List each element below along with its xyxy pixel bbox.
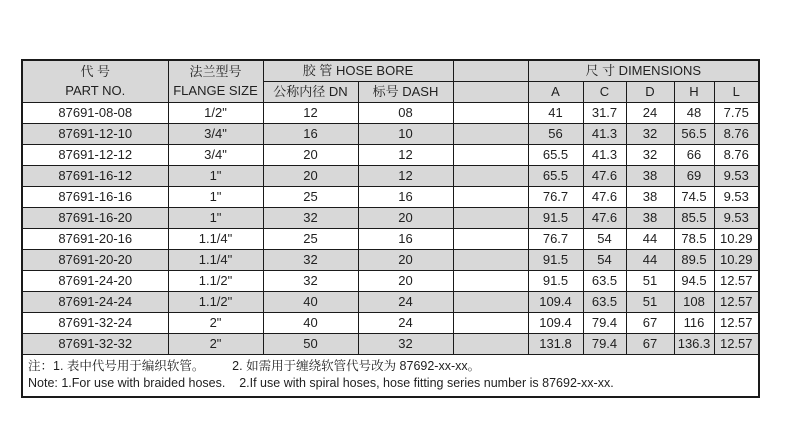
- dim-d-cell: 32: [626, 124, 674, 145]
- dim-d-cell: 67: [626, 334, 674, 355]
- dash-cell: 20: [358, 208, 453, 229]
- dash-cell: 20: [358, 271, 453, 292]
- spacer-cell: [453, 292, 528, 313]
- dim-d-cell: 51: [626, 271, 674, 292]
- dn-cell: 25: [263, 187, 358, 208]
- part-no-cell: 87691-32-24: [22, 313, 168, 334]
- dn-cell: 32: [263, 208, 358, 229]
- dim-c-cell: 79.4: [583, 313, 626, 334]
- dim-h-cell: 85.5: [674, 208, 714, 229]
- spacer-cell: [453, 103, 528, 124]
- flange-size-header-en: FLANGE SIZE: [173, 82, 258, 98]
- part-no-cell: 87691-20-16: [22, 229, 168, 250]
- flange-size-cell: 1.1/4": [168, 250, 263, 271]
- dim-h-cell: 74.5: [674, 187, 714, 208]
- dash-cell: 24: [358, 292, 453, 313]
- dim-l-cell: 12.57: [714, 292, 759, 313]
- dim-l-cell: 9.53: [714, 187, 759, 208]
- dash-cell: 10: [358, 124, 453, 145]
- note-line-en: Note: 1.For use with braided hoses. 2.If use with spiral hoses, hose fitting series number is 87692-xx-xx.: [28, 375, 614, 390]
- part-no-header-zh: 代 号: [80, 63, 111, 79]
- dim-l-header: L: [714, 82, 759, 103]
- part-no-cell: 87691-16-16: [22, 187, 168, 208]
- dim-a-cell: 109.4: [528, 292, 583, 313]
- dim-l-cell: 10.29: [714, 250, 759, 271]
- spacer-cell: [453, 187, 528, 208]
- flange-size-cell: 3/4": [168, 124, 263, 145]
- dash-cell: 16: [358, 229, 453, 250]
- part-no-cell: 87691-16-20: [22, 208, 168, 229]
- dash-cell: 12: [358, 145, 453, 166]
- dim-d-header: D: [626, 82, 674, 103]
- dn-cell: 20: [263, 166, 358, 187]
- dn-cell: 32: [263, 271, 358, 292]
- spacer-cell: [453, 271, 528, 292]
- hose-bore-header: 胶 管 HOSE BORE: [263, 60, 453, 82]
- dim-c-cell: 54: [583, 250, 626, 271]
- dim-c-cell: 63.5: [583, 292, 626, 313]
- dim-h-cell: 108: [674, 292, 714, 313]
- spacer-cell: [453, 166, 528, 187]
- dim-a-cell: 91.5: [528, 250, 583, 271]
- dim-c-cell: 31.7: [583, 103, 626, 124]
- dn-header: 公称内径 DN: [263, 82, 358, 103]
- dim-c-cell: 47.6: [583, 208, 626, 229]
- spacer-cell: [453, 334, 528, 355]
- flange-size-cell: 1.1/2": [168, 271, 263, 292]
- part-no-header-en: PART NO.: [65, 82, 126, 98]
- table-row: [22, 292, 759, 313]
- dim-c-header: C: [583, 82, 626, 103]
- dim-a-cell: 65.5: [528, 166, 583, 187]
- table-row: [22, 166, 759, 187]
- spacer-cell: [453, 313, 528, 334]
- dim-a-cell: 91.5: [528, 208, 583, 229]
- dim-l-cell: 9.53: [714, 208, 759, 229]
- dim-a-header: A: [528, 82, 583, 103]
- part-no-cell: 87691-24-24: [22, 292, 168, 313]
- dim-h-cell: 56.5: [674, 124, 714, 145]
- dn-cell: 20: [263, 145, 358, 166]
- dim-c-cell: 63.5: [583, 271, 626, 292]
- note-line-zh: 注：1. 表中代号用于编织软管。 2. 如需用于缠绕软管代号改为 87692-xx-xx。: [28, 359, 481, 373]
- part-no-cell: 87691-16-12: [22, 166, 168, 187]
- table-row: [22, 145, 759, 166]
- spacer-header: [453, 60, 528, 82]
- dn-cell: 50: [263, 334, 358, 355]
- dim-l-cell: 9.53: [714, 166, 759, 187]
- dim-l-cell: 12.57: [714, 271, 759, 292]
- flange-size-cell: 3/4": [168, 145, 263, 166]
- dim-h-cell: 136.3: [674, 334, 714, 355]
- spacer-cell: [453, 229, 528, 250]
- dash-cell: 32: [358, 334, 453, 355]
- dim-h-header: H: [674, 82, 714, 103]
- dash-cell: 08: [358, 103, 453, 124]
- dim-d-cell: 38: [626, 187, 674, 208]
- dim-a-cell: 91.5: [528, 271, 583, 292]
- dim-c-cell: 79.4: [583, 334, 626, 355]
- dim-h-cell: 66: [674, 145, 714, 166]
- part-no-cell: 87691-08-08: [22, 103, 168, 124]
- dim-d-cell: 24: [626, 103, 674, 124]
- flange-size-header: [168, 60, 263, 103]
- dn-cell: 32: [263, 250, 358, 271]
- spacer-cell: [453, 208, 528, 229]
- header-row-1: [22, 60, 759, 82]
- table-row: [22, 208, 759, 229]
- dim-a-cell: 56: [528, 124, 583, 145]
- dim-l-cell: 12.57: [714, 334, 759, 355]
- part-no-cell: 87691-20-20: [22, 250, 168, 271]
- dim-a-cell: 76.7: [528, 229, 583, 250]
- dim-l-cell: 8.76: [714, 124, 759, 145]
- table-row: [22, 187, 759, 208]
- flange-size-cell: 1": [168, 166, 263, 187]
- table-row: [22, 334, 759, 355]
- notes-row: [22, 355, 759, 397]
- dim-d-cell: 38: [626, 166, 674, 187]
- dim-d-cell: 32: [626, 145, 674, 166]
- dim-c-cell: 41.3: [583, 124, 626, 145]
- dim-l-cell: 7.75: [714, 103, 759, 124]
- hose-fitting-spec-table: [21, 59, 760, 398]
- part-no-cell: 87691-24-20: [22, 271, 168, 292]
- table-row: [22, 124, 759, 145]
- table-row: [22, 103, 759, 124]
- dim-a-cell: 131.8: [528, 334, 583, 355]
- dim-c-cell: 47.6: [583, 166, 626, 187]
- dn-cell: 40: [263, 313, 358, 334]
- spacer-cell: [453, 250, 528, 271]
- dim-a-cell: 76.7: [528, 187, 583, 208]
- dim-d-cell: 51: [626, 292, 674, 313]
- part-no-cell: 87691-12-10: [22, 124, 168, 145]
- dim-h-cell: 94.5: [674, 271, 714, 292]
- dim-d-cell: 38: [626, 208, 674, 229]
- flange-size-header-zh: 法兰型号: [189, 63, 242, 79]
- flange-size-cell: 1": [168, 208, 263, 229]
- dim-l-cell: 12.57: [714, 313, 759, 334]
- flange-size-cell: 2": [168, 313, 263, 334]
- dim-c-cell: 54: [583, 229, 626, 250]
- dim-l-cell: 8.76: [714, 145, 759, 166]
- dim-c-cell: 41.3: [583, 145, 626, 166]
- dim-h-cell: 116: [674, 313, 714, 334]
- notes-cell: [22, 355, 759, 397]
- dash-cell: 12: [358, 166, 453, 187]
- flange-size-cell: 1": [168, 187, 263, 208]
- table-row: [22, 271, 759, 292]
- flange-size-cell: 2": [168, 334, 263, 355]
- dash-cell: 16: [358, 187, 453, 208]
- dim-d-cell: 44: [626, 229, 674, 250]
- part-no-header: [22, 60, 168, 103]
- dim-c-cell: 47.6: [583, 187, 626, 208]
- dash-cell: 20: [358, 250, 453, 271]
- dim-h-cell: 78.5: [674, 229, 714, 250]
- table-row: [22, 229, 759, 250]
- spacer-cell: [453, 145, 528, 166]
- flange-size-cell: 1.1/4": [168, 229, 263, 250]
- dn-cell: 25: [263, 229, 358, 250]
- dim-l-cell: 10.29: [714, 229, 759, 250]
- dim-h-cell: 89.5: [674, 250, 714, 271]
- dn-cell: 40: [263, 292, 358, 313]
- dash-cell: 24: [358, 313, 453, 334]
- flange-size-cell: 1.1/2": [168, 292, 263, 313]
- table-row: [22, 313, 759, 334]
- dn-cell: 16: [263, 124, 358, 145]
- dn-cell: 12: [263, 103, 358, 124]
- dash-header: 标号 DASH: [358, 82, 453, 103]
- spacer-cell: [453, 124, 528, 145]
- part-no-cell: 87691-12-12: [22, 145, 168, 166]
- part-no-cell: 87691-32-32: [22, 334, 168, 355]
- dim-d-cell: 67: [626, 313, 674, 334]
- dim-a-cell: 41: [528, 103, 583, 124]
- flange-size-cell: 1/2": [168, 103, 263, 124]
- spacer-subheader: [453, 82, 528, 103]
- dimensions-header: 尺 寸 DIMENSIONS: [528, 60, 759, 82]
- dim-a-cell: 109.4: [528, 313, 583, 334]
- dim-d-cell: 44: [626, 250, 674, 271]
- dim-a-cell: 65.5: [528, 145, 583, 166]
- dim-h-cell: 69: [674, 166, 714, 187]
- dim-h-cell: 48: [674, 103, 714, 124]
- table-row: [22, 250, 759, 271]
